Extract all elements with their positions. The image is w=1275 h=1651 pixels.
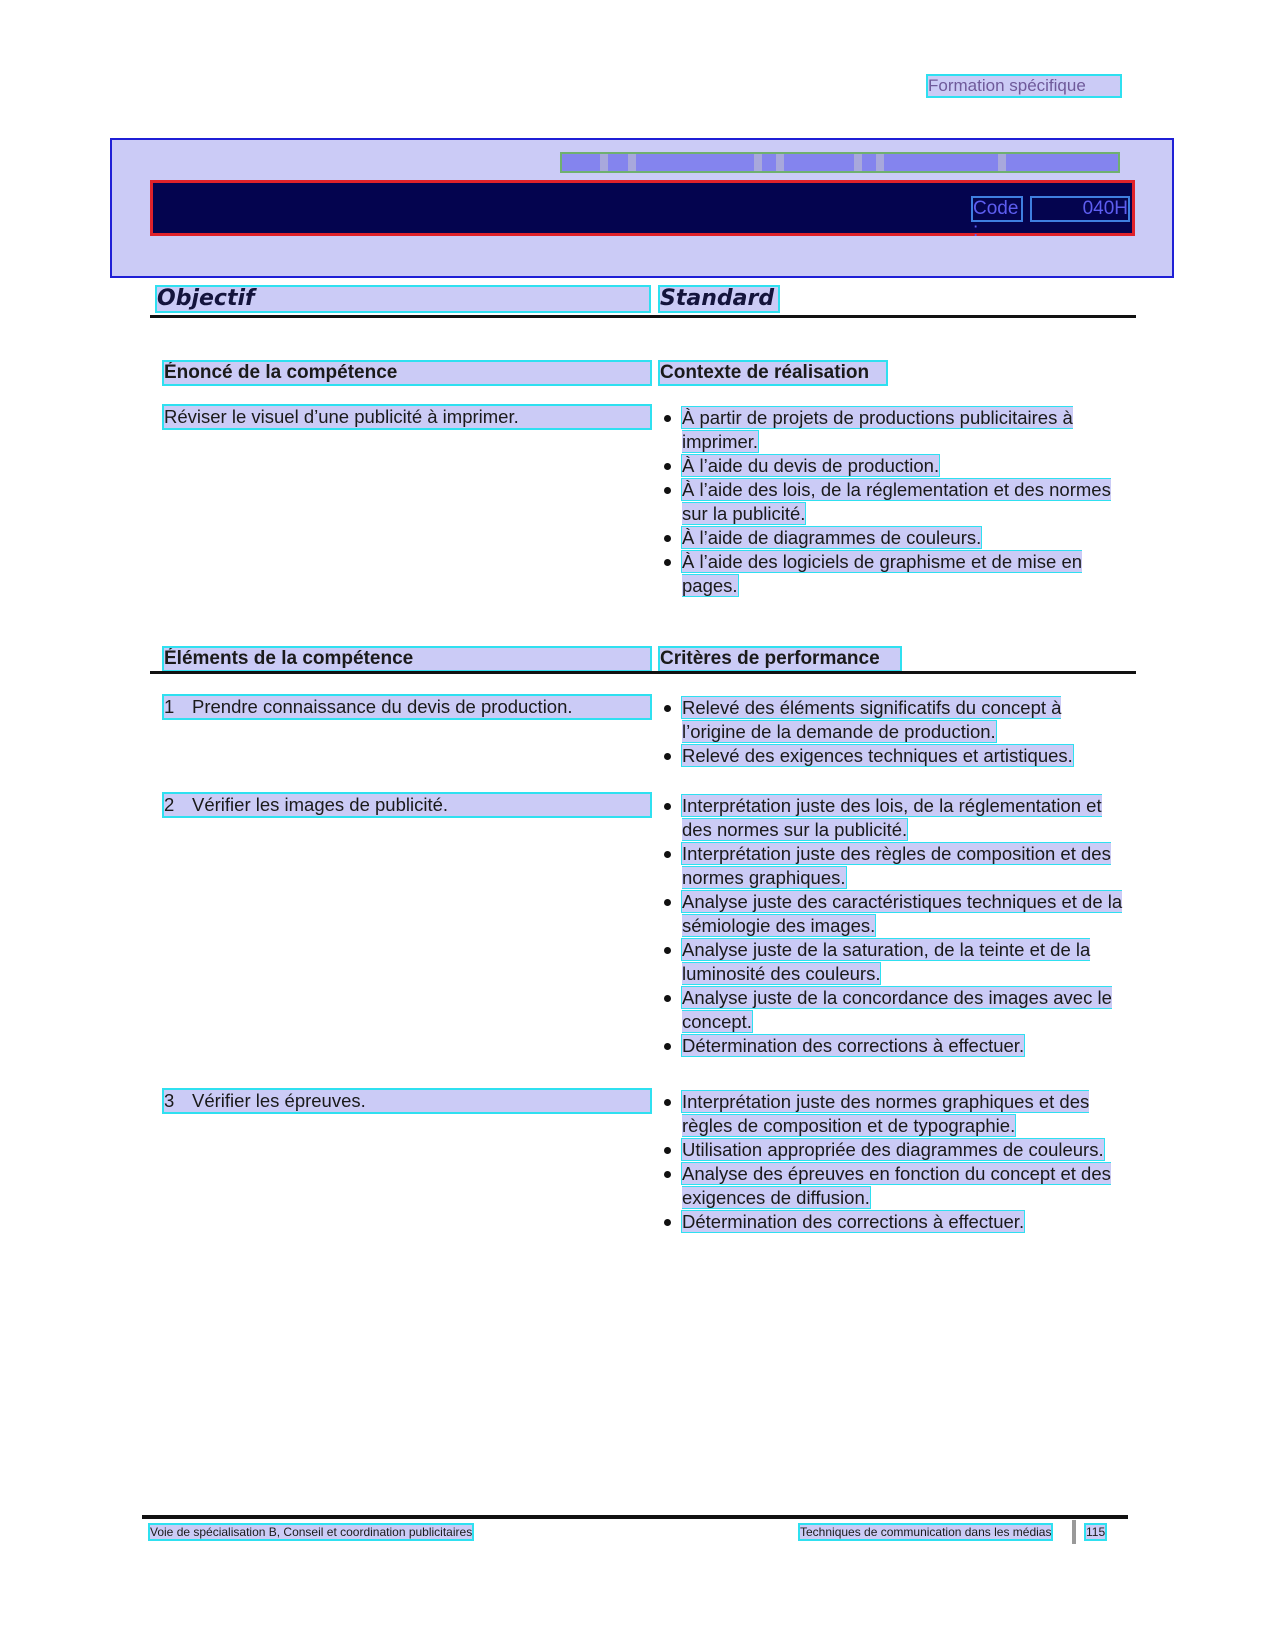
- element-item-2: 2 Vérifier les images de publicité.: [164, 794, 650, 816]
- list-item: Analyse juste des caractéristiques techniques et de la sémiologie des images.: [660, 890, 1130, 938]
- criteria-list-3: [660, 1090, 1130, 1234]
- code-label: Code :: [973, 198, 1021, 220]
- list-item: Interprétation juste des normes graphiques et des règles de composition et de typographie.: [660, 1090, 1130, 1138]
- list-item: Interprétation juste des règles de composition et des normes graphiques.: [660, 842, 1130, 890]
- list-item: À l’aide des logiciels de graphisme et de mise en pages.: [660, 550, 1130, 598]
- code-value: 040H: [1032, 198, 1128, 220]
- list-item: Détermination des corrections à effectuer.: [660, 1210, 1130, 1234]
- header-decoration-bar: [562, 154, 1118, 171]
- heading-rule: [150, 315, 1136, 318]
- page-number: 115: [1086, 1525, 1106, 1539]
- list-item: Analyse juste de la saturation, de la teinte et de la luminosité des couleurs.: [660, 938, 1130, 986]
- criteria-list-1: [660, 696, 1130, 768]
- list-item: Analyse des épreuves en fonction du concept et des exigences de diffusion.: [660, 1162, 1130, 1210]
- footer-separator: [1072, 1520, 1076, 1544]
- list-item: À l’aide des lois, de la réglementation et des normes sur la publicité.: [660, 478, 1130, 526]
- footer-rule: [142, 1515, 1128, 1519]
- criteria-heading: Critères de performance: [660, 648, 900, 670]
- context-heading: Contexte de réalisation: [660, 362, 886, 384]
- statement-heading: Énoncé de la compétence: [164, 362, 650, 384]
- standard-heading: Standard: [660, 287, 778, 311]
- list-item: Détermination des corrections à effectuer.: [660, 1034, 1130, 1058]
- section-label: Formation spécifique: [928, 76, 1120, 96]
- footer-left-text: Voie de spécialisation B, Conseil et coordination publicitaires: [150, 1525, 473, 1539]
- element-item-1: 1 Prendre connaissance du devis de production.: [164, 696, 650, 718]
- criteria-list-2: [660, 794, 1130, 1058]
- list-item: À l’aide de diagrammes de couleurs.: [660, 526, 1130, 550]
- list-item: À partir de projets de productions publicitaires à imprimer.: [660, 406, 1130, 454]
- objective-heading: Objectif: [157, 287, 649, 311]
- elements-rule: [150, 671, 1136, 674]
- list-item: Interprétation juste des lois, de la réglementation et des normes sur la publicité.: [660, 794, 1130, 842]
- competence-statement: Réviser le visuel d’une publicité à imprimer.: [164, 406, 650, 428]
- list-item: Utilisation appropriée des diagrammes de couleurs.: [660, 1138, 1130, 1162]
- list-item: À l’aide du devis de production.: [660, 454, 1130, 478]
- elements-heading: Éléments de la compétence: [164, 648, 650, 670]
- context-list: [660, 406, 1130, 598]
- list-item: Analyse juste de la concordance des images avec le concept.: [660, 986, 1130, 1034]
- list-item: Relevé des exigences techniques et artistiques.: [660, 744, 1130, 768]
- list-item: Relevé des éléments significatifs du concept à l’origine de la demande de production.: [660, 696, 1130, 744]
- footer-right-text: Techniques de communication dans les médias: [800, 1525, 1052, 1539]
- element-item-3: 3 Vérifier les épreuves.: [164, 1090, 650, 1112]
